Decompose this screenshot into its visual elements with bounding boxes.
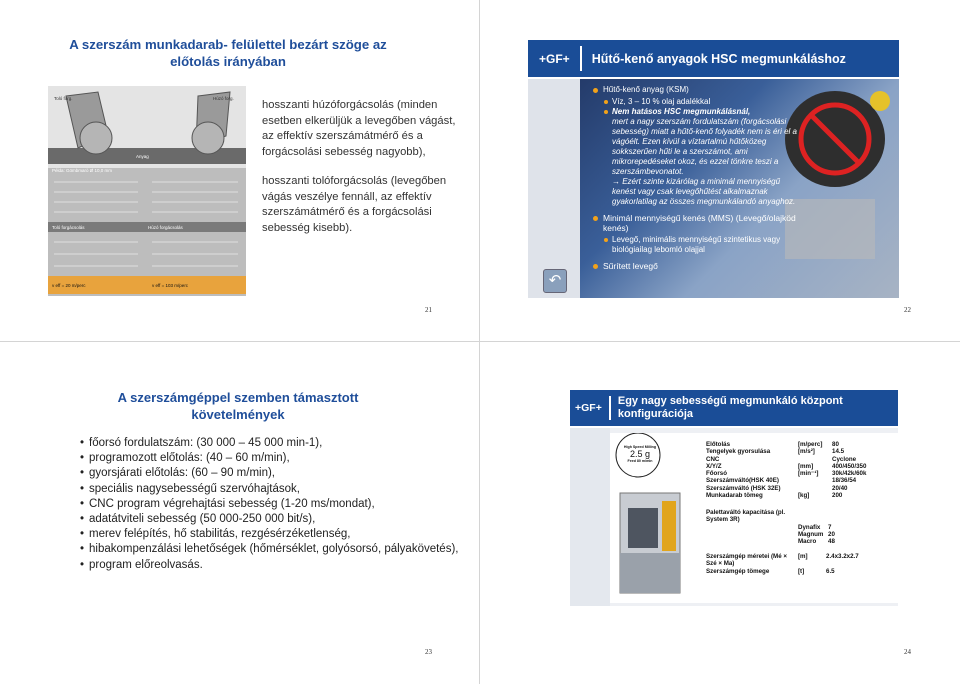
list-item: • CNC program végrehajtási sebesség (1-20 ms/mondat), <box>80 497 460 512</box>
side-strip <box>528 79 580 298</box>
spec-value: 400/450/350 <box>832 462 867 470</box>
spec-value: 30k/42k/60k <box>832 470 867 478</box>
spec-unit: [kg] <box>798 492 810 500</box>
pallet-name: Magnum <box>798 530 824 538</box>
requirements-list <box>80 436 460 573</box>
side-strip <box>570 428 610 606</box>
coolant-list <box>592 85 797 273</box>
undo-arrow-icon[interactable]: ↶ <box>543 269 567 293</box>
slide-22-title: Hűtő-kenő anyagok HSC megmunkáláshoz <box>591 51 846 66</box>
list-item: • hibakompenzálási lehetőségek (hőmérséklet, golyósorsó, pályakövetés), <box>80 542 460 557</box>
push-section-label: Toló forgácsolás <box>52 225 85 230</box>
pallet-table <box>706 509 835 545</box>
huzo-forg-label: Húzó forg. <box>213 96 234 101</box>
badge-value: 2.5 g <box>629 449 651 459</box>
pallet-value: 48 <box>828 538 835 546</box>
spec-label: CNC <box>706 455 720 463</box>
spec-value: 18/36/54 <box>832 477 857 485</box>
gf-logo: +GF+ <box>575 401 602 414</box>
machine-label: Szerszámgép tömege <box>706 567 770 575</box>
spec-value: 80 <box>832 441 839 448</box>
milling-direction-figure <box>48 86 246 296</box>
slide-23-title: A szerszámgéppel szemben támasztott követelmények <box>117 390 359 422</box>
pallet-name: Macro <box>798 538 817 546</box>
slide-24-header <box>570 390 898 426</box>
material-label: Anyag <box>136 154 149 159</box>
spec-unit <box>798 477 832 484</box>
machine-value: 2.4x3.2x2.7 <box>826 553 859 560</box>
speed-badge <box>618 445 662 463</box>
spec-value: Cyclone <box>832 455 857 463</box>
page-number-21: 21 <box>425 306 432 314</box>
spec-label: Főorsó <box>706 470 727 478</box>
pallet-label: Palettaváltó kapacitása (pl. System 3R) <box>706 509 786 524</box>
paragraph-pull-milling: hosszanti húzóforgácsolás (minden esetben elkerüljük a levegőben vágást, az effektív szerszámátmérő és a forgácsolási sebesség nagyobb), <box>262 99 456 158</box>
spec-label: Szerszámváltó (HSK 32E) <box>706 484 781 492</box>
coolant-background-photo <box>580 79 899 298</box>
list-item: • adatátviteli sebesség (50 000-250 000 bit/s), <box>80 512 460 527</box>
list-item: • program előreolvasás. <box>80 558 460 573</box>
list-item: Hűtő-kenő anyag (KSM) <box>592 85 797 95</box>
spec-unit: [mm] <box>798 462 814 470</box>
pull-section-label: Húzó forgácsolás <box>148 225 183 230</box>
spec-label: Előtolás <box>706 441 731 448</box>
list-item: → Ezért szinte kizárólag a minimál mennyiségű kenést vagy csak levegőhűtést alkalmaznak gyakorlatilag az összes megmunkálandó anyaghoz. <box>612 177 796 206</box>
pallet-value: 20 <box>828 530 835 538</box>
veff-a-label: v eff = 20 m/perc <box>52 283 86 288</box>
paragraph-push-milling: hosszanti tolóforgácsolás (levegőben vágás veszélye fennáll, az effektív szerszámátmérő és a forgácsolási sebesség kisebb). <box>262 175 447 234</box>
badge-bottom: Feed 80 m/min <box>627 459 653 463</box>
badge-top: High Speed Milling <box>623 445 657 449</box>
spec-label: Tengelyek gyorsulása <box>706 448 771 456</box>
list-item: Levegő, minimális mennyiségű szintetikus vagy biológiailag lebomló olajjal <box>592 235 797 255</box>
list-item: • főorsó fordulatszám: (30 000 – 45 000 min-1), <box>80 436 460 451</box>
horizontal-divider <box>0 341 960 342</box>
page-number-22: 22 <box>904 306 911 314</box>
slide-22-content <box>528 79 899 298</box>
list-item: • merev felépítés, hő stabilitás, rezgésérzéketlenség, <box>80 527 460 542</box>
list-item: Sűrített levegő <box>592 261 797 271</box>
list-item: Víz, 3 – 10 % olaj adalékkal <box>592 97 797 107</box>
spec-value: 14.5 <box>832 448 845 456</box>
spec-panel <box>610 433 898 603</box>
machine-label: Szerszámgép méretei (Mé × Szé × Ma) <box>706 553 787 568</box>
spec-table <box>706 441 866 499</box>
page-number-23: 23 <box>425 648 432 656</box>
gf-logo: +GF+ <box>539 51 570 66</box>
slide-24-title: Egy nagy sebességű megmunkáló központ konfigurációja <box>617 395 843 420</box>
spec-label: Szerszámváltó(HSK 40E) <box>706 477 779 485</box>
machine-value: 6.5 <box>826 567 835 575</box>
header-separator <box>609 396 611 420</box>
slide-21-text <box>262 98 462 250</box>
list-item: • programozott előtolás: (40 – 60 m/min), <box>80 451 460 466</box>
slide-22-header <box>528 40 899 77</box>
page-number-24: 24 <box>904 648 911 656</box>
list-item: mert a nagy szerszám fordulatszám (forgácsolási sebesség) miatt a hűtő-kenő folyadék nem is éri el a vágóélt. Ezen kívül a víztartalmú hűtőközeg sokkszerűen hűti le a szerszámot, ami mikrorepedéseket okoz, és ezzel tönkre teszi a szerszámbevonatot. <box>612 117 797 176</box>
pallet-value: 7 <box>828 523 832 531</box>
spec-unit: [min⁻¹] <box>798 470 819 478</box>
machine-table <box>706 553 859 575</box>
spec-unit: [m/perc] <box>798 441 823 448</box>
vertical-divider <box>479 0 480 684</box>
list-item: Minimál mennyiségű kenés (MMS) (Levegő/olajköd kenés) <box>592 213 797 233</box>
header-separator <box>580 46 582 71</box>
veff-b-label: v eff = 103 m/perc <box>152 283 189 288</box>
machine-unit: [t] <box>798 567 805 575</box>
spec-label: Munkadarab tömeg <box>706 492 763 500</box>
spec-unit <box>798 456 832 463</box>
list-item: • speciális nagysebességű szervóhajtások, <box>80 482 460 497</box>
milling-diagram <box>48 86 246 296</box>
list-item: Nem hatásos HSC megmunkálásnál, <box>592 107 797 117</box>
spec-label: X/Y/Z <box>706 462 722 470</box>
spec-value: 200 <box>832 492 843 500</box>
machine-unit: [m] <box>798 553 808 560</box>
spec-unit: [m/s²] <box>798 448 815 456</box>
slide-24-content <box>570 428 898 606</box>
spec-unit <box>798 485 832 492</box>
spec-value: 20/40 <box>832 484 848 492</box>
list-item: • gyorsjárati előtolás: (60 – 90 m/min), <box>80 466 460 481</box>
pallet-name: Dynafix <box>798 523 821 531</box>
example-label: Példa: Gömbmarò Ø 10,0 mm <box>52 168 113 173</box>
tolo-forg-label: Toló forg. <box>54 96 73 101</box>
slide-21-title: A szerszám munkadarab- felülettel bezárt szöge az előtolás irányában <box>69 37 387 69</box>
